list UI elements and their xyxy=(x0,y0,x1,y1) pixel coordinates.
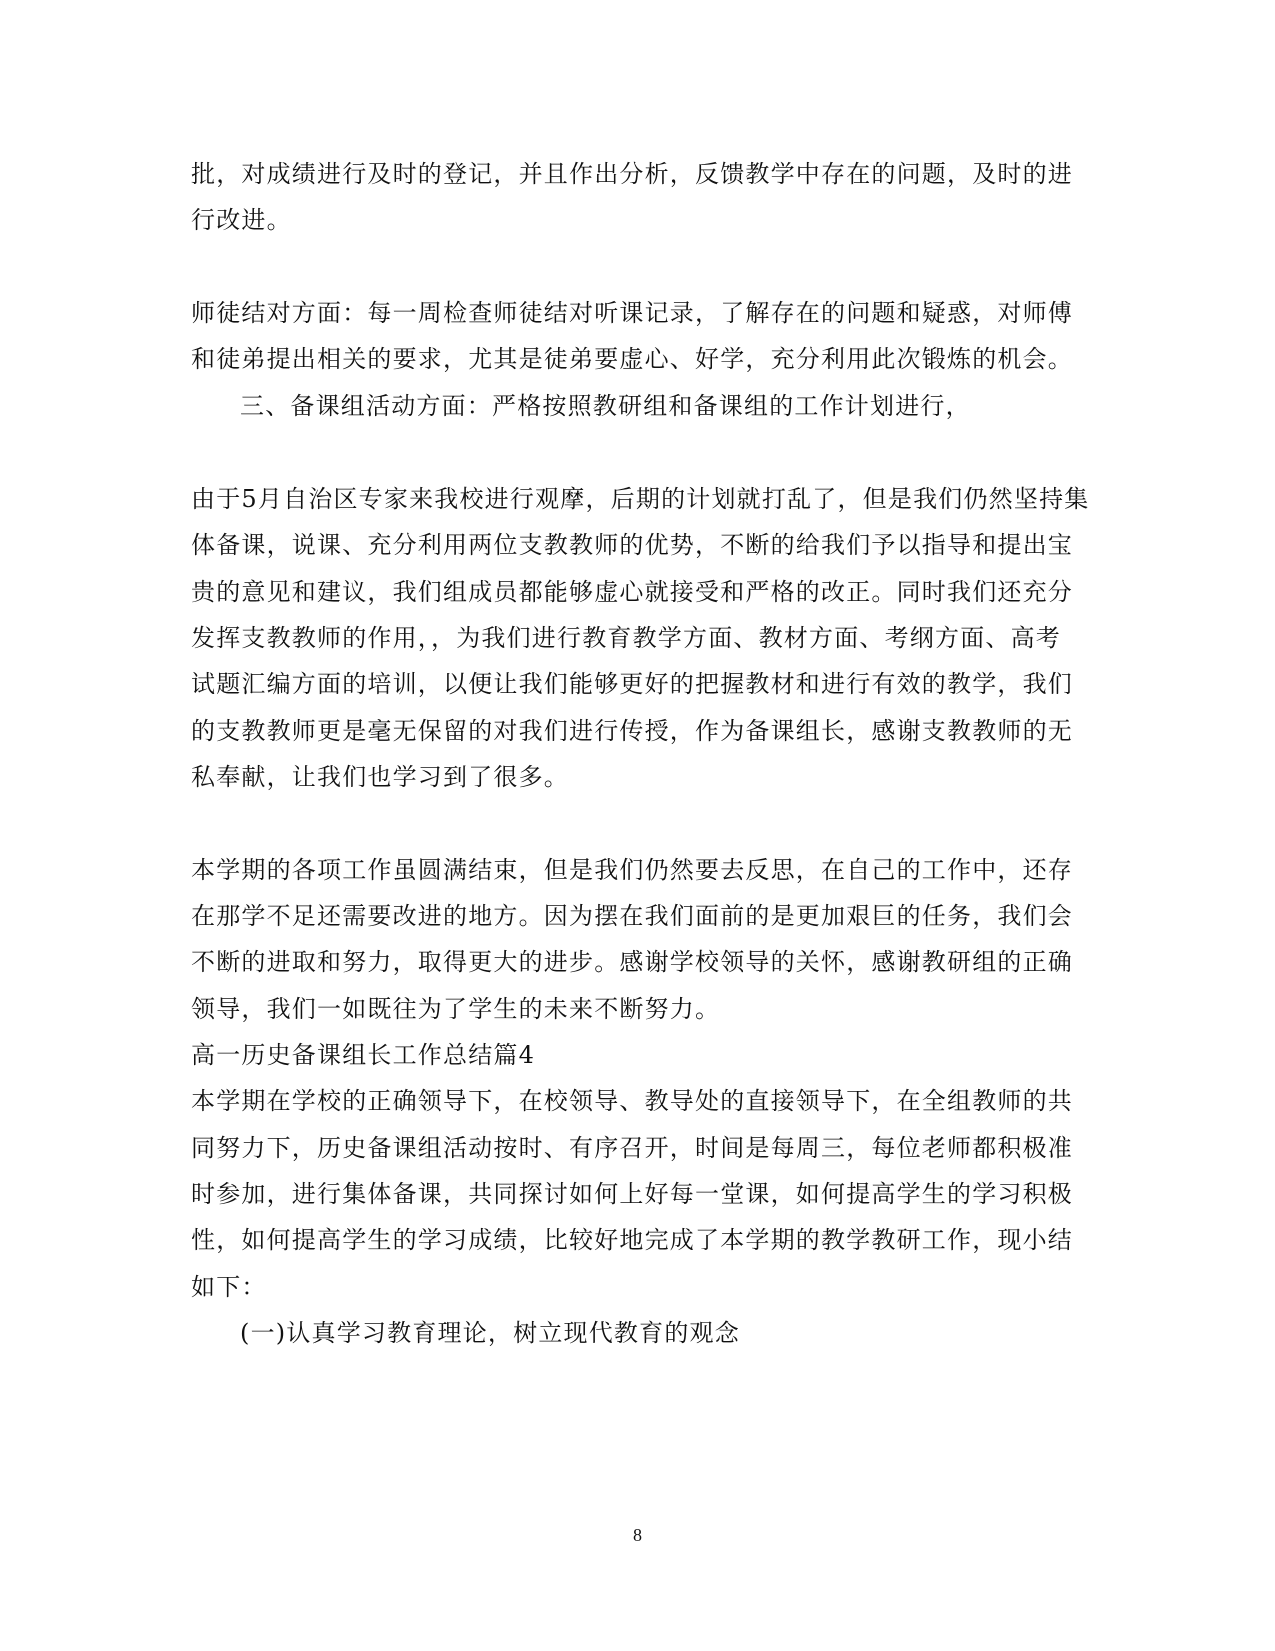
text-line: 私奉献，让我们也学习到了很多。 xyxy=(191,763,569,791)
text-line: 师徒结对方面：每一周检查师徒结对听课记录，了解存在的问题和疑惑，对师傅 xyxy=(191,299,1073,327)
text-line: 发挥支教教师的作用，，为我们进行教育教学方面、教材方面、考纲方面、高考 xyxy=(191,624,1061,652)
section-heading: 三、备课组活动方面：严格按照教研组和备课组的工作计划进行， xyxy=(240,392,971,420)
text-line: 行改进。 xyxy=(191,206,292,234)
text-line: 如下： xyxy=(191,1273,267,1301)
text-line: 批，对成绩进行及时的登记，并且作出分析，反馈教学中存在的问题，及时的进 xyxy=(191,160,1073,188)
text-line: 同努力下，历史备课组活动按时、有序召开，时间是每周三，每位老师都积极准 xyxy=(191,1134,1073,1162)
text-line: 本学期的各项工作虽圆满结束，但是我们仍然要去反思，在自己的工作中，还存 xyxy=(191,856,1073,884)
text-line: 性，如何提高学生的学习成绩，比较好地完成了本学期的教学教研工作，现小结 xyxy=(191,1226,1073,1254)
subsection-heading: (一)认真学习教育理论，树立现代教育的观念 xyxy=(240,1319,740,1347)
text-line: 体备课，说课、充分利用两位支教教师的优势，不断的给我们予以指导和提出宝 xyxy=(191,531,1073,559)
text-line: 贵的意见和建议，我们组成员都能够虚心就接受和严格的改正。同时我们还充分 xyxy=(191,578,1073,606)
text-line: 在那学不足还需要改进的地方。因为摆在我们面前的是更加艰巨的任务，我们会 xyxy=(191,902,1073,930)
page-number: 8 xyxy=(633,1525,642,1545)
text-line: 和徒弟提出相关的要求，尤其是徒弟要虚心、好学，充分利用此次锻炼的机会。 xyxy=(191,345,1073,373)
text-line: 领导，我们一如既往为了学生的未来不断努力。 xyxy=(191,995,721,1023)
text-line: 由于5月自治区专家来我校进行观摩，后期的计划就打乱了，但是我们仍然坚持集 xyxy=(191,485,1090,513)
text-line: 本学期在学校的正确领导下，在校领导、教导处的直接领导下，在全组教师的共 xyxy=(191,1087,1073,1115)
text-line: 时参加，进行集体备课，共同探讨如何上好每一堂课，如何提高学生的学习积极 xyxy=(191,1180,1073,1208)
article-title: 高一历史备课组长工作总结篇4 xyxy=(191,1041,536,1069)
text-line: 试题汇编方面的培训，以便让我们能够更好的把握教材和进行有效的教学，我们 xyxy=(191,670,1073,698)
text-line: 的支教教师更是毫无保留的对我们进行传授，作为备课组长，感谢支教教师的无 xyxy=(191,717,1073,745)
text-line: 不断的进取和努力，取得更大的进步。感谢学校领导的关怀，感谢教研组的正确 xyxy=(191,948,1073,976)
